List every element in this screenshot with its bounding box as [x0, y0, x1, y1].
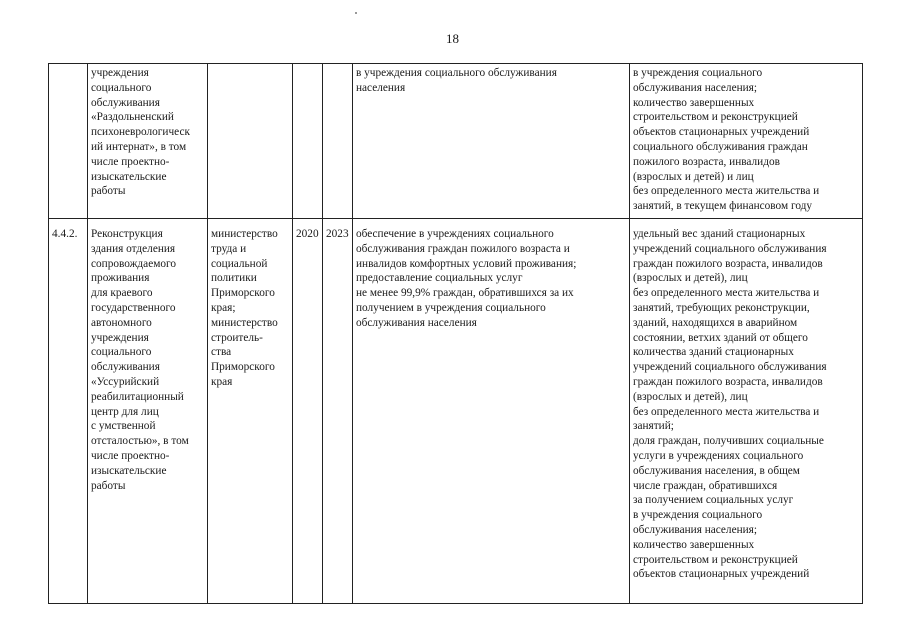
cell-text-line: обслуживания населения;	[633, 523, 758, 536]
cell-text-line: доля граждан, получивших социальные	[633, 435, 824, 448]
cell-text-line: края;	[211, 301, 236, 314]
cell-text-line: строитель-	[211, 331, 263, 344]
cell-text-line: реабилитационный	[91, 390, 184, 403]
cell-text-line: занятий, требующих реконструкции,	[633, 301, 810, 314]
expected-result-cell	[353, 64, 630, 219]
cell-text-line: «Раздольненский	[91, 111, 174, 124]
row-number-cell	[49, 64, 88, 219]
cell-text-line: строительством и реконструкцией	[633, 111, 798, 124]
cell-text-line: края	[211, 375, 233, 388]
end-year-cell	[323, 219, 353, 604]
cell-text-line: работы	[91, 479, 126, 492]
cell-text-line: (взрослых и детей), лиц	[633, 390, 748, 403]
cell-text-line: количество завершенных	[633, 538, 755, 551]
cell-text-line: «Уссурийский	[91, 375, 160, 388]
cell-text-line: услуги в учреждениях социального	[633, 449, 804, 462]
indicators-cell	[630, 64, 863, 219]
cell-text-line: отсталостью», в том	[91, 435, 189, 448]
cell-text-line: удельный вес зданий стационарных	[633, 228, 806, 240]
cell-text-line: автономного	[91, 316, 152, 329]
cell-text-line: числе проектно-	[91, 449, 170, 462]
cell-text: 4.4.2.	[52, 228, 78, 240]
cell-text: 2023	[326, 228, 349, 240]
cell-text-line: обеспечение в учреждениях социального	[356, 228, 554, 240]
cell-text-line: зданий, находящихся в аварийном	[633, 316, 798, 329]
cell-text-line: в учреждения социального	[633, 509, 763, 522]
cell-text-line: количество завершенных	[633, 96, 755, 109]
cell-text-line: объектов стационарных учреждений	[633, 126, 810, 139]
cell-text-line: обслуживания	[91, 96, 160, 109]
cell-text-line: министерство	[211, 316, 278, 329]
cell-text-line: сопровождаемого	[91, 257, 177, 270]
cell-text-line: граждан пожилого возраста, инвалидов	[633, 375, 823, 388]
cell-text-line: обслуживания граждан пожилого возраста и	[356, 242, 570, 255]
cell-text-line: Реконструкция	[91, 228, 163, 240]
start-year-cell	[293, 64, 323, 219]
cell-text-line: Приморского	[211, 287, 275, 300]
cell-text-line: ства	[211, 346, 232, 359]
cell-text-line: занятий;	[633, 420, 674, 433]
cell-text-line: в учреждения социального обслуживания	[356, 67, 557, 79]
cell-text-line: обслуживания населения	[356, 316, 477, 329]
cell-text-line: государственного	[91, 301, 176, 314]
table-row	[49, 219, 863, 604]
cell-text-line: учреждения	[91, 67, 149, 79]
cell-text-line: труда и	[211, 242, 247, 255]
cell-text-line: социального обслуживания граждан	[633, 140, 808, 153]
cell-text-line: без определенного места жительства и	[633, 185, 820, 198]
cell-text-line: проживания	[91, 272, 150, 285]
cell-text-line: социального	[91, 346, 152, 359]
cell-text-line: обслуживания населения;	[633, 81, 758, 94]
page-number: 18	[446, 31, 459, 46]
executor-cell	[208, 219, 293, 604]
cell-text-line: инвалидов комфортных условий проживания;	[356, 257, 577, 270]
cell-text-line: граждан пожилого возраста, инвалидов	[633, 257, 823, 270]
cell-text-line: за получением социальных услуг	[633, 494, 794, 507]
cell-text-line: (взрослых и детей) и лиц	[633, 170, 754, 183]
cell-text-line: социальной	[211, 257, 268, 270]
cell-text-line: здания отделения	[91, 242, 176, 255]
cell-text: 2020	[296, 228, 319, 240]
cell-text-line: центр для лиц	[91, 405, 159, 418]
cell-text-line: предоставление социальных услуг	[356, 272, 523, 285]
cell-text-line: обслуживания	[91, 361, 160, 374]
cell-text-line: занятий, в текущем финансовом году	[633, 200, 813, 213]
cell-text-line: обслуживания населения, в общем	[633, 464, 800, 477]
cell-text-line: учреждений социального обслуживания	[633, 361, 827, 374]
cell-text-line: количества зданий стационарных	[633, 346, 794, 359]
cell-text-line: с умственной	[91, 420, 156, 433]
table-row	[49, 64, 863, 219]
expected-result-cell	[353, 219, 630, 604]
row-number-cell	[49, 219, 88, 604]
cell-text-line: учреждения	[91, 331, 149, 344]
indicators-cell	[630, 219, 863, 604]
cell-text-line: (взрослых и детей), лиц	[633, 272, 748, 285]
cell-text-line: учреждений социального обслуживания	[633, 242, 827, 255]
cell-text-line: политики	[211, 272, 257, 285]
measure-name-cell	[88, 219, 208, 604]
cell-text-line: пожилого возраста, инвалидов	[633, 155, 780, 168]
cell-text-line: изыскательские	[91, 170, 167, 183]
cell-text-line: ий интернат», в том	[91, 140, 187, 153]
cell-text-line: числе граждан, обратившихся	[633, 479, 778, 492]
start-year-cell	[293, 219, 323, 604]
cell-text-line: для краевого	[91, 287, 153, 300]
cell-text-line: населения	[356, 81, 406, 94]
cell-text-line: без определенного места жительства и	[633, 405, 820, 418]
end-year-cell	[323, 64, 353, 219]
scan-speck	[355, 12, 357, 14]
cell-text-line: министерство	[211, 228, 278, 240]
program-table	[48, 63, 863, 604]
cell-text-line: строительством и реконструкцией	[633, 553, 798, 566]
cell-text-line: не менее 99,9% граждан, обратившихся за их	[356, 287, 574, 300]
cell-text-line: объектов стационарных учреждений	[633, 568, 810, 581]
cell-text-line: состоянии, ветхих зданий от общего	[633, 331, 808, 344]
cell-text-line: Приморского	[211, 361, 275, 374]
executor-cell	[208, 64, 293, 219]
cell-text-line: в учреждения социального	[633, 67, 763, 79]
cell-text-line: социального	[91, 81, 152, 94]
cell-text-line: изыскательские	[91, 464, 167, 477]
measure-name-cell	[88, 64, 208, 219]
cell-text-line: числе проектно-	[91, 155, 170, 168]
cell-text-line: работы	[91, 185, 126, 198]
cell-text-line: получением в учреждения социального	[356, 301, 546, 314]
cell-text-line: психоневрологическ	[91, 126, 190, 139]
cell-text-line: без определенного места жительства и	[633, 287, 820, 300]
